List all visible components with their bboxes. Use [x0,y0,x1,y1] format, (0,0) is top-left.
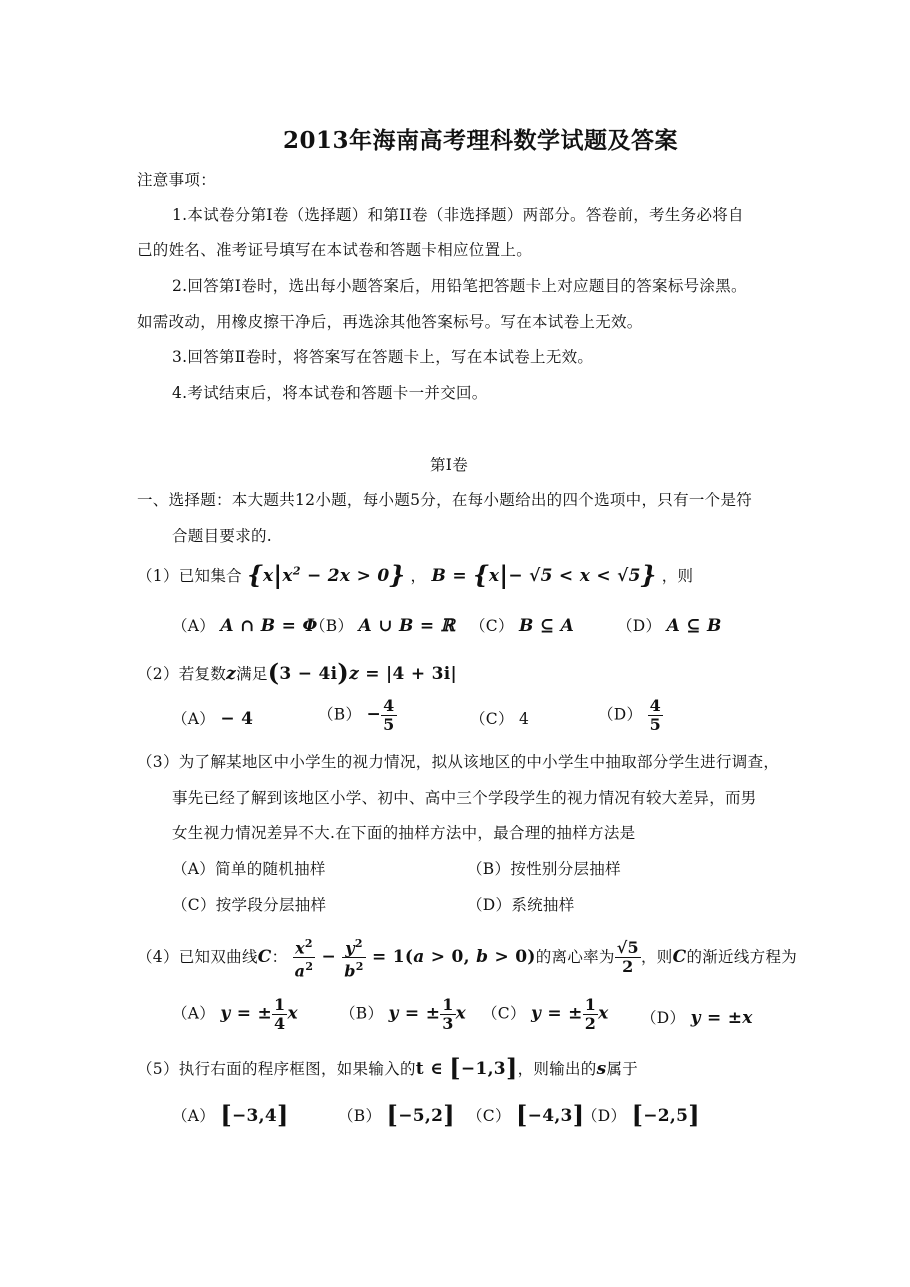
q5-option-a: （A） [−3,4] [172,1100,289,1129]
q5-option-c: （C） [−4,3] [467,1100,585,1129]
q3-option-a: （A）简单的随机抽样 [172,860,326,878]
notice-heading: 注意事项： [137,171,217,189]
q4-option-b: （B） y = ± $\frac{1}{3}$ x [340,995,467,1033]
q1-set-b: B = {x|− √5 < x < √5} [431,560,657,589]
q1-option-a: （A） A ∩ B = Φ [172,616,318,636]
question-4: （4）已知双曲线C： $\frac{x^2}{a^2}$ − $\frac{y^2}{b^2}$ = 1(a > 0, b > 0)的离心率为 $\frac{√5}{2}$ ，则C的渐近线方程为 [137,937,798,981]
part-title: 第Ⅰ卷 [430,456,469,474]
question-1: （1）已知集合 $\{x|x^2 - 2x > 0\}$ ， B = {x|− √5 < x < √5} ，则 [137,560,694,589]
question-3-line-2: 事先已经了解到该地区小学、初中、高中三个学段学生的视力情况有较大差异，而男 [172,789,757,807]
notice-item-1b: 己的姓名、准考证号填写在本试卷和答题卡相应位置上。 [137,241,533,259]
question-3-line-1: （3）为了解某地区中小学生的视力情况，拟从该地区的中小学生中抽取部分学生进行调查， [137,753,780,771]
q4-option-c: （C） y = ± $\frac{1}{2}$ x [482,995,609,1033]
q5-option-d: （D） [−2,5] [582,1100,700,1129]
q5-option-b: （B） [−5,2] [338,1100,455,1129]
q4-option-d: （D） y = ±x [641,1008,753,1028]
q1-option-d: （D） A ⊆ B [617,616,722,636]
notice-item-2b: 如需改动，用橡皮擦干净后，再选涂其他答案标号。写在本试卷上无效。 [137,313,643,331]
question-5: （5）执行右面的程序框图，如果输入的t ∈ [−1,3]，则输出的s属于 [137,1053,639,1082]
q3-option-b: （B）按性别分层抽样 [467,860,621,878]
notice-item-2a: 2.回答第Ⅰ卷时，选出每小题答案后，用铅笔把答题卡上对应题目的答案标号涂黑。 [172,277,747,295]
q2-option-b: （B） − $\frac{4}{5}$ [318,696,395,734]
q2-option-c: （C） 4 [470,710,530,728]
section-heading: 一、选择题：本大题共12小题，每小题5分，在每小题给出的四个选项中，只有一个是符 [137,491,753,509]
section-heading-cont: 合题目要求的. [172,527,273,545]
q3-option-c: （C）按学段分层抽样 [172,896,327,914]
q4-option-a: （A） y = ± $\frac{1}{4}$ x [172,995,298,1033]
page-title: 2013年海南高考理科数学试题及答案 [283,127,679,154]
question-3-line-3: 女生视力情况差异不大.在下面的抽样方法中，最合理的抽样方法是 [172,824,636,842]
notice-item-3: 3.回答第Ⅱ卷时，将答案写在答题卡上，写在本试卷上无效。 [172,348,594,366]
q3-option-d: （D）系统抽样 [467,896,575,914]
q2-option-a: （A） − 4 [172,709,254,729]
q1-lead: （1）已知集合 [137,567,242,585]
q1-set-a: $\{x|x^2 - 2x > 0\}$ [247,560,406,589]
q1-option-b: （B） A ∪ B = ℝ [310,616,456,636]
notice-item-4: 4.考试结束后，将本试卷和答题卡一并交回。 [172,384,488,402]
q1-option-c: （C） B ⊆ A [470,616,575,636]
notice-item-1a: 1.本试卷分第Ⅰ卷（选择题）和第II卷（非选择题）两部分。答卷前，考生务必将自 [172,206,744,224]
question-2: （2）若复数z满足(3 − 4i)z = |4 + 3i| [137,658,457,687]
q2-option-d: （D） $\frac{4}{5}$ [598,696,661,734]
